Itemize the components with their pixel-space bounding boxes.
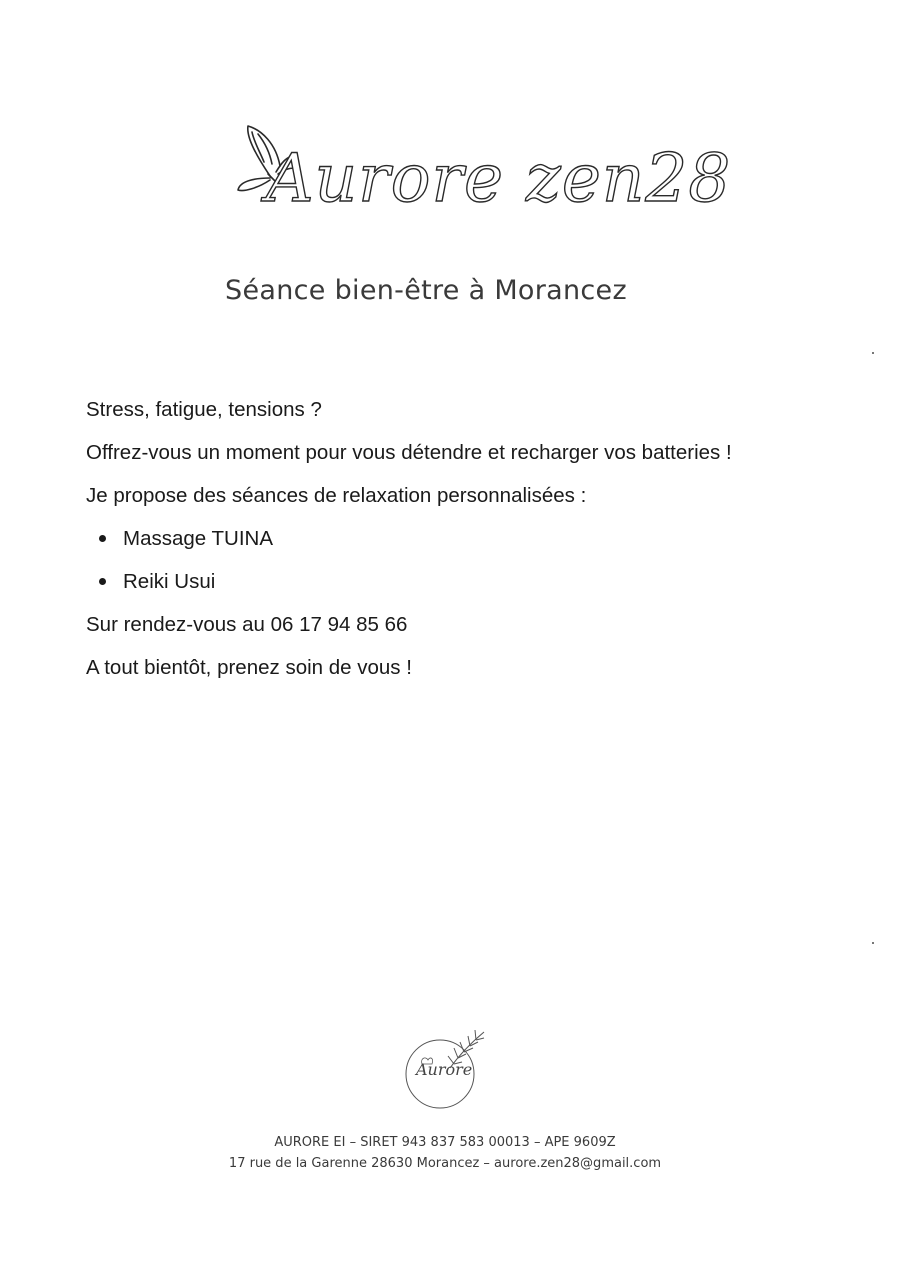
- bullet-icon: [99, 535, 106, 542]
- list-item: [86, 525, 846, 568]
- services-list: [86, 525, 846, 611]
- footer: [0, 1132, 900, 1174]
- bullet-icon: [99, 578, 106, 585]
- proposal-line: Je propose des séances de relaxation personnalisées :: [86, 484, 587, 507]
- list-item: [86, 568, 846, 611]
- appointment-line: Sur rendez-vous au 06 17 94 85 66: [86, 613, 408, 636]
- main-content: [86, 396, 846, 697]
- offer-line: Offrez-vous un moment pour vous détendre et recharger vos batteries !: [86, 441, 732, 464]
- closing-line: A tout bientôt, prenez soin de vous !: [86, 656, 412, 679]
- service-label: Reiki Usui: [123, 570, 216, 593]
- intro-line: Stress, fatigue, tensions ?: [86, 398, 322, 421]
- stamp-logotype: Aurore: [416, 1060, 473, 1079]
- stamp-logo: [398, 1024, 494, 1120]
- contact-address: 17 rue de la Garenne 28630 Morancez – aurore.zen28@gmail.com: [228, 1156, 662, 1171]
- tagline: Séance bien-être à Morancez: [225, 275, 627, 306]
- service-label: Massage TUINA: [123, 527, 274, 550]
- scan-speck: [872, 942, 874, 944]
- brand-title: Aurore zen28: [266, 140, 732, 217]
- legal-info: AURORE EI – SIRET 943 837 583 00013 – APE 9609Z: [274, 1135, 616, 1150]
- scan-speck: [872, 352, 874, 354]
